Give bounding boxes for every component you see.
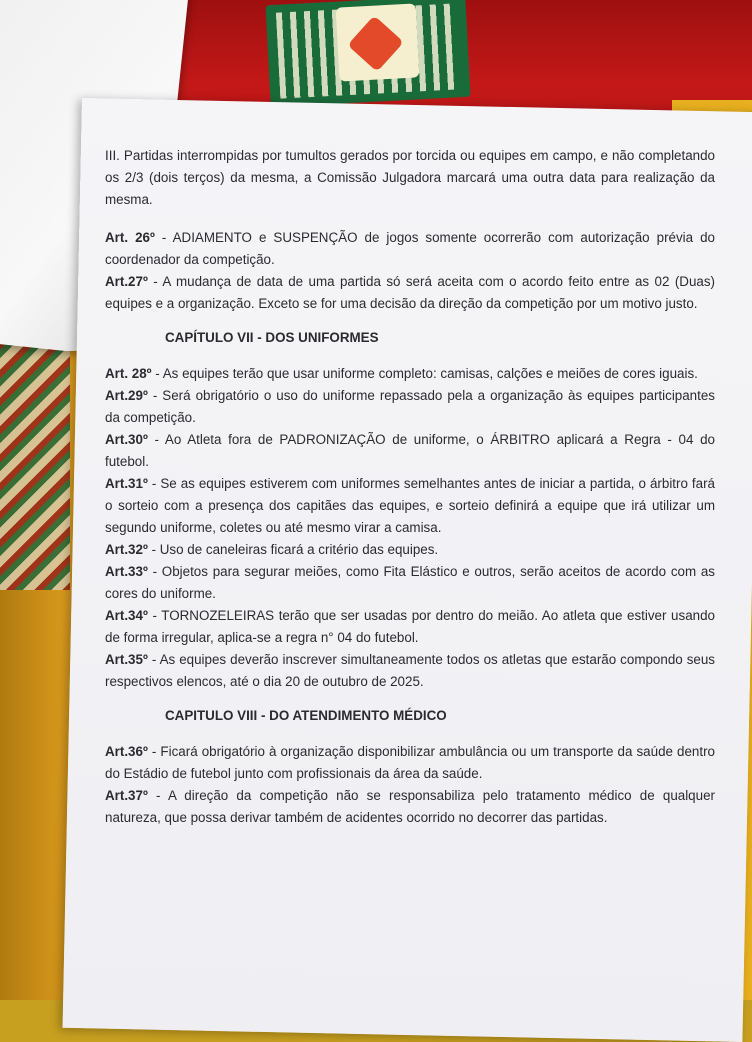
article-36-label: Art.36º [105,744,148,759]
article-29-label: Art.29º [105,388,148,403]
article-32-label: Art.32º [105,542,148,557]
article-28-label: Art. 28º [105,366,152,381]
article-31-text: - Se as equipes estiverem com uniformes semelhantes antes de iniciar a partida, o árbitro fará o sorteio com a presença dos capitães das equipes, e sorteio definirá a equipe que irá utilizar um segundo uniforme, coletes ou até mesmo virar a camisa. [105,476,715,535]
article-37-label: Art.37º [105,788,148,803]
intro-paragraph: III. Partidas interrompidas por tumultos gerados por torcida ou equipes em campo, e não completando os 2/3 (dois terços) da mesma, a Comissão Julgadora marcará uma outra data para realização da mesma. [105,148,715,207]
article-36-text: - Ficará obrigatório à organização disponibilizar ambulância ou um transporte da saúde dentro do Estádio de futebol junto com profissionais da área da saúde. [105,744,715,781]
article-27-text: - A mudança de data de uma partida só será aceita com o acordo feito entre as 02 (Duas) equipes e a organização. Exceto se for uma decisão da direção da competição por um motivo justo. [105,274,715,311]
document-text [105,145,715,829]
article-30 [105,429,715,473]
article-28-text: - As equipes terão que usar uniforme completo: camisas, calções e meiões de cores iguais. [151,366,698,381]
article-26 [105,227,715,271]
chapter-7-heading: CAPÍTULO VII - DOS UNIFORMES [165,330,379,345]
article-27-label: Art.27º [105,274,148,289]
article-29 [105,385,715,429]
article-34-label: Art.34º [105,608,148,623]
decorative-card [265,0,470,107]
article-34-text: - TORNOZELEIRAS terão que ser usadas por dentro do meião. Ao atleta que estiver usando de forma irregular, aplica-se a regra n° 04 do futebol. [105,608,715,645]
article-26-label: Art. 26º [105,230,155,245]
article-30-label: Art.30º [105,432,148,447]
article-36 [105,741,715,785]
article-31 [105,473,715,539]
article-37 [105,785,715,829]
article-32 [105,539,715,561]
article-35-label: Art.35º [105,652,148,667]
article-33 [105,561,715,605]
article-27 [105,271,715,315]
article-35-text: - As equipes deverão inscrever simultaneamente todos os atletas que estarão compondo seus respectivos elencos, até o dia 20 de outubro de 2025. [105,652,715,689]
article-26-text: - ADIAMENTO e SUSPENÇÃO de jogos somente ocorrerão com autorização prévia do coordenador da competição. [105,230,715,267]
article-33-text: - Objetos para segurar meiões, como Fita Elástico e outros, serão aceitos de acordo com as cores do uniforme. [105,564,715,601]
article-30-text: - Ao Atleta fora de PADRONIZAÇÃO de uniforme, o ÁRBITRO aplicará a Regra - 04 do futebol. [105,432,715,469]
article-28 [105,363,715,385]
article-31-label: Art.31º [105,476,148,491]
article-35 [105,649,715,693]
article-37-text: - A direção da competição não se responsabiliza pelo tratamento médico de qualquer natureza, que possa derivar também de acidentes ocorrido no decorrer das partidas. [105,788,715,825]
article-29-text: - Será obrigatório o uso do uniforme repassado pela a organização às equipes participantes da competição. [105,388,715,425]
article-32-text: - Uso de caneleiras ficará a critério das equipes. [147,542,439,557]
chapter-8-heading: CAPITULO VIII - DO ATENDIMENTO MÉDICO [165,708,447,723]
heart-icon [347,15,403,71]
patterned-fabric [0,330,70,590]
article-33-label: Art.33º [105,564,148,579]
card-window [336,3,420,81]
article-34 [105,605,715,649]
